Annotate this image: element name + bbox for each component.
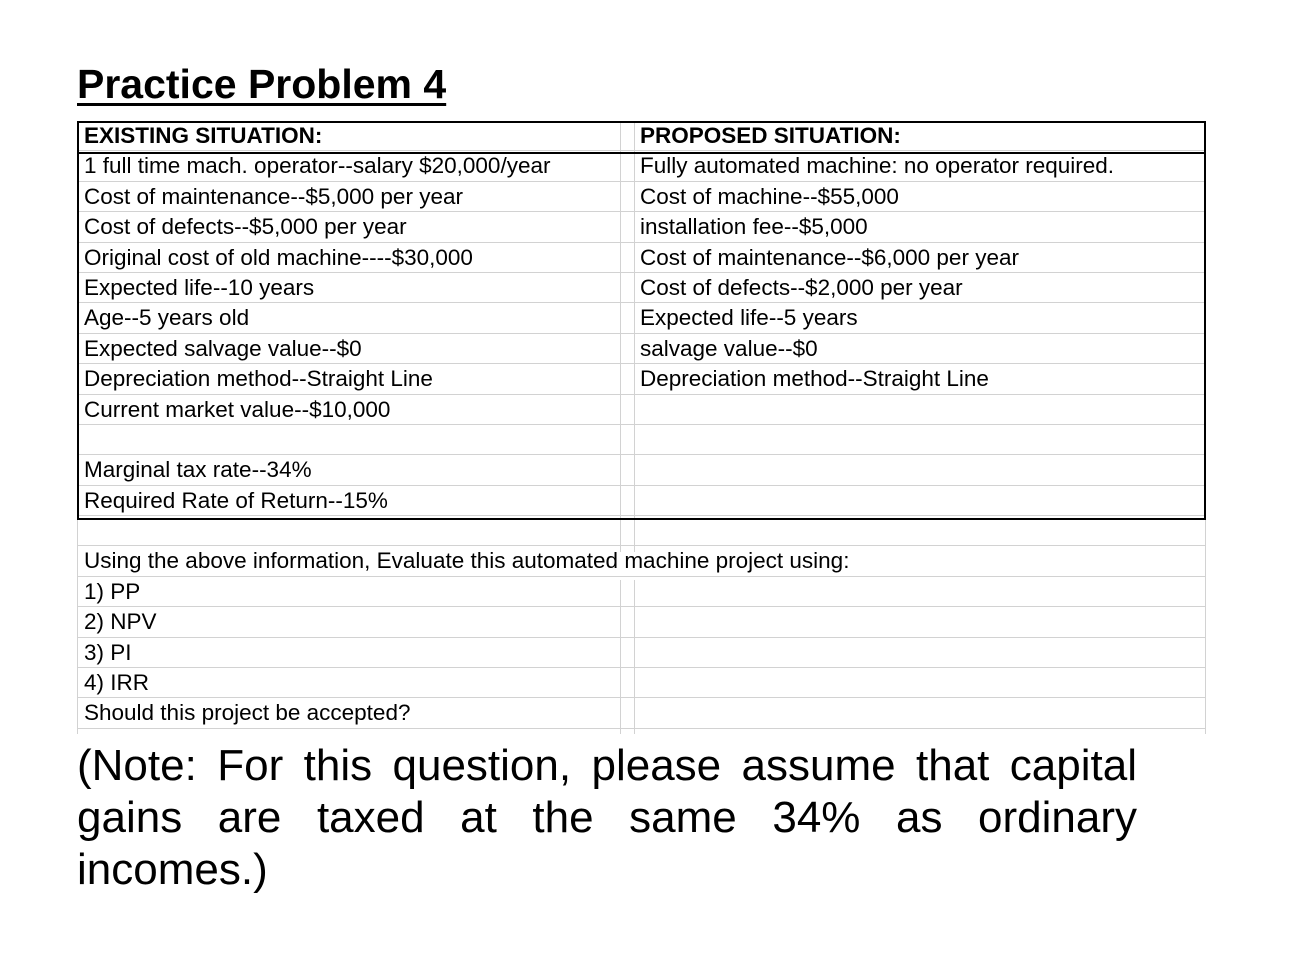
proposed-cell — [634, 455, 1206, 484]
question-item: 4) IRR — [84, 670, 150, 696]
spacer-cell — [620, 151, 634, 180]
table-row — [77, 182, 1206, 212]
header-divider — [77, 152, 1206, 154]
proposed-cell: salvage value--$0 — [640, 335, 818, 361]
spacer-cell — [620, 303, 634, 332]
existing-cell: Required Rate of Return--15% — [84, 487, 388, 513]
existing-cell: Marginal tax rate--34% — [84, 457, 312, 483]
spacer-cell — [620, 243, 634, 272]
proposed-cell: Depreciation method--Straight Line — [640, 366, 989, 392]
spacer-cell — [620, 607, 634, 636]
empty-cell — [634, 577, 1206, 606]
spreadsheet — [77, 121, 1206, 729]
question-item: Should this project be accepted? — [84, 700, 411, 726]
spacer-cell — [620, 455, 634, 484]
question-item: 3) PI — [84, 639, 132, 665]
grid-line — [634, 519, 635, 552]
existing-cell: Original cost of old machine----$30,000 — [84, 244, 473, 270]
existing-cell: 1 full time mach. operator--salary $20,000/year — [84, 153, 551, 179]
table-row — [77, 455, 1206, 485]
proposed-cell: installation fee--$5,000 — [640, 214, 868, 240]
existing-cell: Cost of maintenance--$5,000 per year — [84, 183, 463, 209]
existing-cell: Expected life--10 years — [84, 274, 315, 300]
empty-row — [77, 516, 1206, 546]
empty-cell — [634, 698, 1206, 727]
grid-line — [634, 121, 635, 549]
proposed-cell — [634, 486, 1206, 515]
spacer-cell — [620, 425, 634, 454]
table-row — [77, 334, 1206, 364]
existing-cell: Cost of defects--$5,000 per year — [84, 214, 407, 240]
grid-line — [620, 519, 621, 552]
empty-cell — [77, 516, 620, 545]
spacer-cell — [620, 698, 634, 727]
spacer-cell — [620, 364, 634, 393]
grid-line — [77, 547, 78, 734]
spacer-cell — [620, 212, 634, 241]
header-row — [77, 121, 1206, 151]
table-row — [77, 364, 1206, 394]
question-item: 2) NPV — [84, 609, 157, 635]
question-row — [77, 698, 1206, 728]
spacer-cell — [620, 395, 634, 424]
spacer-cell — [620, 182, 634, 211]
page-title: Practice Problem 4 — [77, 61, 447, 107]
table-row — [77, 243, 1206, 273]
note-text: (Note: For this question, please assume that capital gains are taxed at the same 34% as ordinary incomes.) — [77, 741, 1137, 894]
instruction-row — [77, 546, 1206, 576]
existing-cell: Age--5 years old — [84, 305, 250, 331]
existing-cell: Depreciation method--Straight Line — [84, 366, 433, 392]
table-row — [77, 151, 1206, 181]
instruction-text: Using the above information, Evaluate this automated machine project using: — [84, 548, 850, 574]
question-item: 1) PP — [84, 578, 141, 604]
table-row — [77, 395, 1206, 425]
spacer-cell — [620, 516, 634, 545]
spacer-cell — [620, 334, 634, 363]
existing-cell: Current market value--$10,000 — [84, 396, 391, 422]
proposed-cell — [634, 395, 1206, 424]
question-row — [77, 577, 1206, 607]
existing-situation-header: EXISTING SITUATION: — [84, 123, 323, 148]
existing-cell — [77, 425, 620, 454]
grid-line — [620, 580, 621, 734]
spacer-cell — [620, 121, 634, 150]
question-row — [77, 638, 1206, 668]
question-row — [77, 607, 1206, 637]
table-row — [77, 425, 1206, 455]
grid-line — [620, 121, 621, 549]
table-row — [77, 212, 1206, 242]
table-row — [77, 486, 1206, 516]
empty-cell — [634, 668, 1206, 697]
spacer-cell — [620, 668, 634, 697]
grid-line — [1205, 519, 1206, 734]
empty-cell — [634, 638, 1206, 667]
spacer-cell — [620, 273, 634, 302]
empty-cell — [634, 607, 1206, 636]
spacer-cell — [620, 638, 634, 667]
proposed-cell — [634, 425, 1206, 454]
proposed-cell: Cost of machine--$55,000 — [640, 183, 899, 209]
existing-cell: Expected salvage value--$0 — [84, 335, 362, 361]
empty-cell — [634, 516, 1206, 545]
table-row — [77, 273, 1206, 303]
proposed-situation-header: PROPOSED SITUATION: — [640, 123, 901, 148]
spacer-cell — [620, 577, 634, 606]
proposed-cell: Cost of defects--$2,000 per year — [640, 274, 963, 300]
proposed-cell: Fully automated machine: no operator required. — [640, 153, 1115, 179]
spacer-cell — [620, 486, 634, 515]
proposed-cell: Expected life--5 years — [640, 305, 858, 331]
proposed-cell: Cost of maintenance--$6,000 per year — [640, 244, 1019, 270]
question-row — [77, 668, 1206, 698]
table-row — [77, 303, 1206, 333]
grid-line — [634, 580, 635, 734]
grid-line — [77, 121, 78, 547]
